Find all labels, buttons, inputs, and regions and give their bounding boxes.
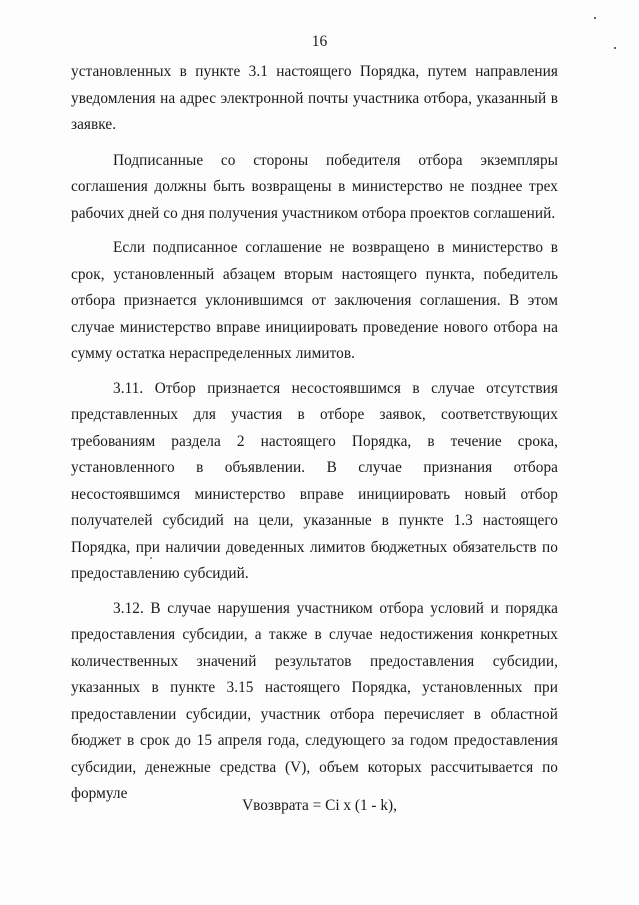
scan-speck <box>150 557 152 559</box>
paragraph-3-11: 3.11. Отбор признается несостоявшимся в случае отсутствия представленных для участия в отборе заявок, соответствующих требованиям раздела 2 настоящего Порядка, в течение срока, установленного в объявлении. В случае признания отбора несостоявшимся министерство вправе инициировать новый отбор получателей субсидий на цели, указанные в пункте 1.3 настоящего Порядка, при наличии доведенных лимитов бюджетных обязательств по предоставлению субсидий. <box>71 379 558 582</box>
page-number: 16 <box>311 33 328 50</box>
paragraph-unreturned-agreement: Если подписанное соглашение не возвращено в министерство в срок, установленный абзацем вторым настоящего пункта, победитель отбора признается уклонившимся от заключения соглашения. В этом случае министерство вправе инициировать проведение нового отбора на сумму остатка нераспределенных лимитов. <box>71 239 558 362</box>
scan-speck <box>614 47 616 49</box>
paragraph-continuation: установленных в пункте 3.1 настоящего Порядка, путем направления уведомления на адрес электронной почты участника отбора, указанный в заявке. <box>71 63 558 133</box>
scan-speck <box>594 17 596 19</box>
document-body <box>71 59 558 808</box>
refund-formula: Vвозврата = Ci x (1 - k), <box>242 797 397 814</box>
paragraph-3-12: 3.12. В случае нарушения участником отбора условий и порядка предоставления субсидии, а также в случае недостижения конкретных количественных значений результатов предоставления субсидии, указанных в пункте 3.15 настоящего Порядка, установленных при предоставлении субсидии, участник отбора перечисляет в областной бюджет в срок до 15 апреля года, следующего за годом предоставления субсидии, денежные средства (V), объем которых рассчитывается по формуле <box>71 599 558 802</box>
paragraph-signed-copies: Подписанные со стороны победителя отбора экземпляры соглашения должны быть возвращены в министерство не позднее трех рабочих дней со дня получения участником отбора проектов соглашений. <box>71 151 558 222</box>
